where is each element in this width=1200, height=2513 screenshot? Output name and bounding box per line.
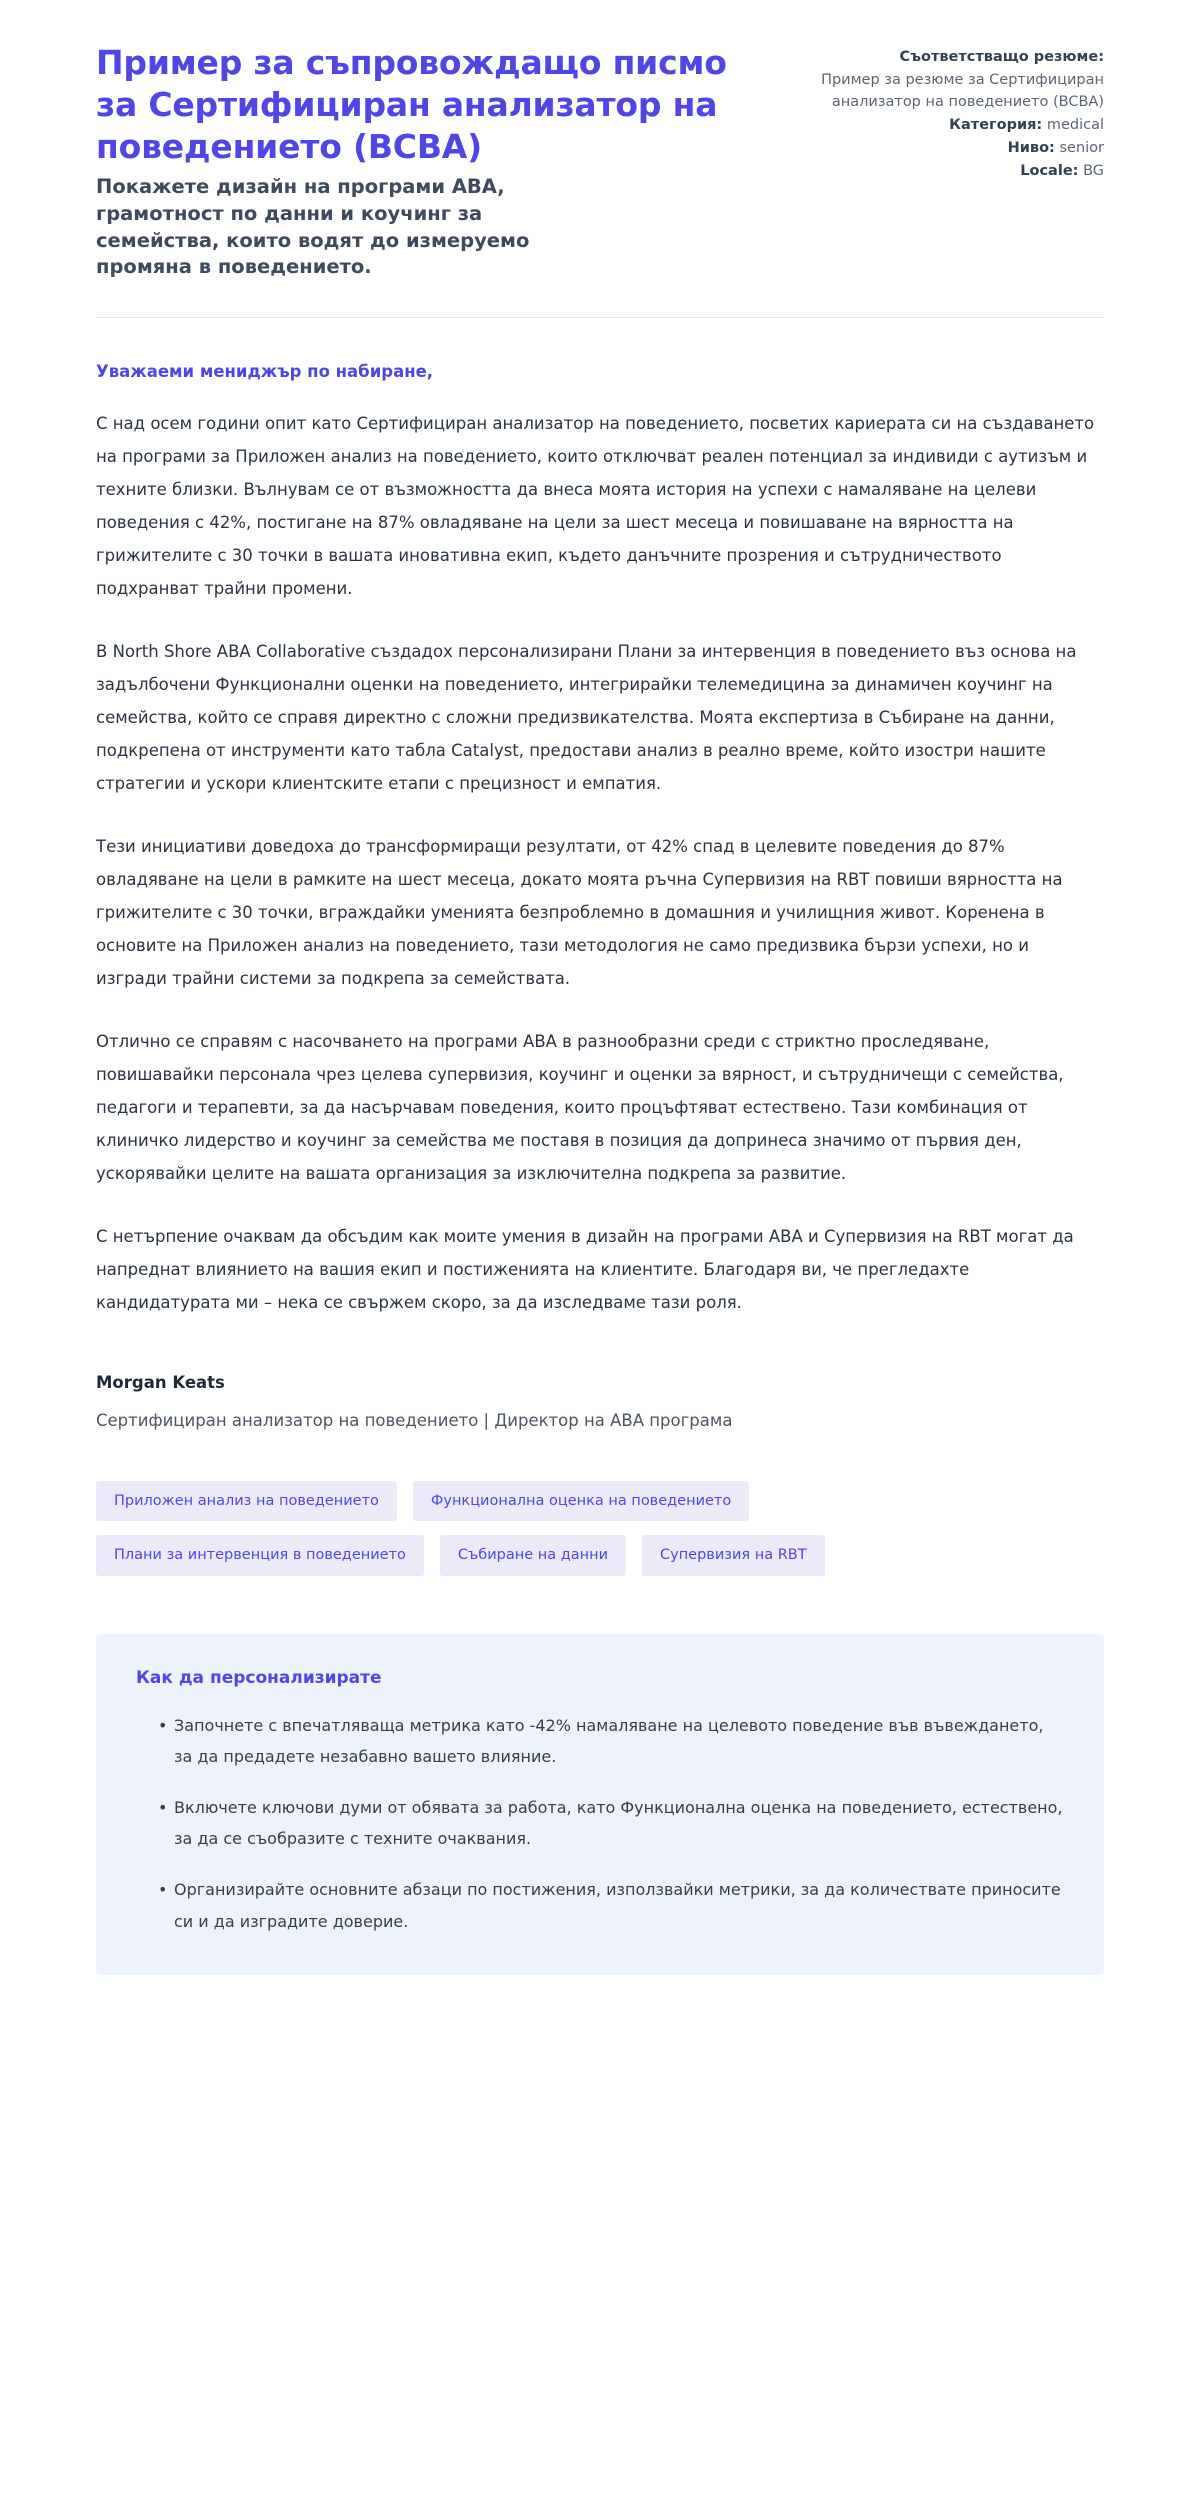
signature-role: Сертифициран анализатор на поведението | Директор на ABA програма: [96, 1411, 733, 1431]
letter-salutation: Уважаеми мениджър по набиране,: [96, 362, 434, 382]
meta-value-locale: BG: [1083, 163, 1104, 180]
document-header: [96, 42, 1104, 281]
cover-letter-body: [96, 318, 1104, 1975]
callout-list-item: • Включете ключови думи от обявата за работа, като Функционална оценка на поведението, естествено, за да се съобразите с техните очаквания.: [158, 1792, 1064, 1854]
meta-label-category: Категория:: [949, 117, 1043, 134]
letter-paragraph: Отлично се справям с насочването на програми ABA в разнообразни среди с стриктно проследяване, повишавайки персонала чрез целева супервизия, коучинг и оценки за вярност, и сътрудничещи с семейства, педагоги и терапевти, за да насърчавам поведения, които процъфтяват естествено. Тази комбинация от клиничко лидерство и коучинг за семейства ме поставя в позиция да допринеса значимо от първия ден, ускорявайки целите на вашата организация за изключителна подкрепа за развитие.: [96, 1032, 1064, 1184]
callout-list: [136, 1710, 1064, 1937]
keyword-tag[interactable]: Супервизия на RBT: [642, 1535, 825, 1576]
meta-value-level: senior: [1059, 140, 1104, 157]
letter-paragraph: С нетърпение очаквам да обсъдим как моите умения в дизайн на програми ABA и Супервизия на RBT могат да напреднат влиянието на вашия екип и постиженията на клиентите. Благодаря ви, че прегледахте кандидатурата ми – нека се свържем скоро, за да изследваме тази роля.: [96, 1227, 1074, 1313]
meta-label-level: Ниво:: [1007, 140, 1055, 157]
customization-callout: [96, 1634, 1104, 1975]
keyword-tag[interactable]: Плани за интервенция в поведението: [96, 1535, 424, 1576]
meta-row-category: [804, 114, 1104, 136]
letter-paragraph: С над осем години опит като Сертифициран анализатор на поведението, посветих кариерата си на създаването на програми за Приложен анализ на поведението, които отключват реален потенциал за индивиди с аутизъм и техните близки. Вълнувам се от възможността да внеса моята история на успехи с намаляване на целеви поведения с 42%, постигане на 87% овладяване на цели за шест месеца и повишаване на вярността на грижителите с 30 точки в вашата иновативна екип, където данъчните прозрения и сътрудничеството подхранват трайни промени.: [96, 414, 1095, 599]
meta-row-resume: [804, 46, 1104, 68]
signature-name: Morgan Keats: [96, 1373, 225, 1393]
meta-label-locale: Locale:: [1020, 163, 1079, 180]
header-title-block: [96, 42, 756, 281]
meta-row-locale: [804, 160, 1104, 182]
keyword-tag-list: [96, 1481, 976, 1576]
meta-value-category: medical: [1046, 117, 1104, 134]
meta-row-level: [804, 137, 1104, 159]
callout-list-item: • Започнете с впечатляваща метрика като -42% намаляване на целевото поведение във въвеждането, за да предадете незабавно вашето влияние.: [158, 1710, 1064, 1772]
letter-paragraph: В North Shore ABA Collaborative създадох персонализирани Плани за интервенция в поведението въз основа на задълбочени Функционални оценки на поведението, интегрирайки телемедицина за динамичен коучинг на семейства, който се справя директно с сложни предизвикателства. Моята експертиза в Събиране на данни, подкрепена от инструменти като табла Catalyst, предостави анализ в реално време, който изостри нашите стратегии и ускори клиентските етапи с прецизност и емпатия.: [96, 642, 1077, 794]
meta-value-resume: Пример за резюме за Сертифициран анализатор на поведението (BCBA): [821, 72, 1104, 111]
callout-list-item: • Организирайте основните абзаци по постижения, използвайки метрики, за да количествате приносите си и да изградите доверие.: [158, 1874, 1064, 1936]
keyword-tag[interactable]: Събиране на данни: [440, 1535, 626, 1576]
page-title: Пример за съпровождащо писмо за Сертифициран анализатор на поведението (BCBA): [96, 43, 727, 166]
page-subtitle: Покажете дизайн на програми ABA, грамотност по данни и коучинг за семейства, които водят до измеруемо промяна в поведението.: [96, 174, 530, 279]
letter-paragraphs: [96, 407, 1104, 1319]
callout-title: Как да персонализирате: [136, 1667, 382, 1688]
keyword-tag[interactable]: Приложен анализ на поведението: [96, 1481, 397, 1522]
signature-block: [96, 1373, 1104, 1434]
letter-paragraph: Тези инициативи доведоха до трансформиращи резултати, от 42% спад в целевите поведения до 87% овладяване на цели в рамките на шест месеца, докато моята ръчна Супервизия на RBT повиши вярността на грижителите с 30 точки, вграждайки уменията безпроблемно в домашния и училищния живот. Коренена в основите на Приложен анализ на поведението, тази методология не само предизвика бързи успехи, но и изгради трайни системи за подкрепа за семействата.: [96, 837, 1063, 989]
meta-label-resume: Съответстващо резюме:: [899, 49, 1104, 65]
document-metadata-panel: [804, 42, 1104, 183]
keyword-tag[interactable]: Функционална оценка на поведението: [413, 1481, 749, 1522]
